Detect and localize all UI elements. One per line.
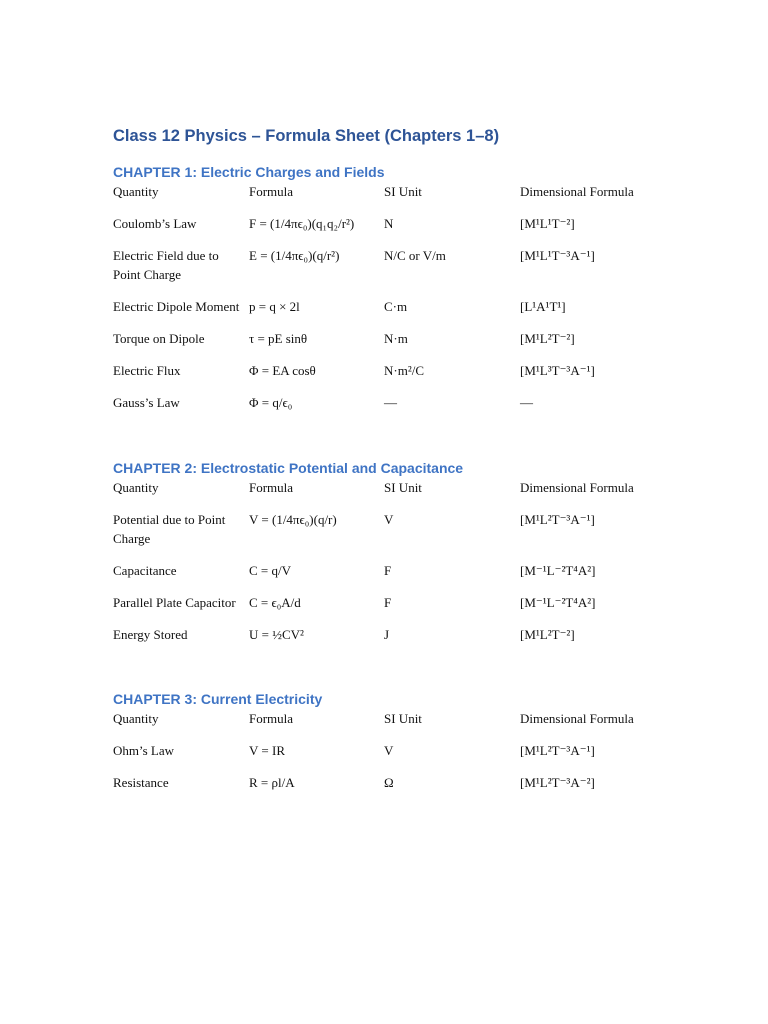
table-header-row	[113, 709, 653, 741]
quantity-cell: Gauss’s Law	[113, 395, 180, 410]
unit-cell: C·m	[384, 299, 408, 314]
dimension-cell: [M¹L²T⁻³A⁻²]	[520, 775, 595, 790]
formula-cell: C = ϵ₀A/d	[249, 595, 301, 610]
table-row	[113, 246, 653, 297]
table-row	[113, 361, 653, 393]
quantity-cell: Potential due to Point Charge	[113, 512, 226, 546]
dimension-cell: [M⁻¹L⁻²T⁴A²]	[520, 595, 596, 610]
column-header-dimensional: Dimensional Formula	[520, 480, 634, 495]
column-header-quantity: Quantity	[113, 184, 159, 199]
column-header-si-unit: SI Unit	[384, 711, 422, 726]
formula-cell: F = (1/4πϵ₀)(q₁q₂/r²)	[249, 216, 355, 231]
quantity-cell: Electric Field due to Point Charge	[113, 248, 219, 282]
table-row	[113, 510, 653, 561]
quantity-cell: Electric Dipole Moment	[113, 299, 240, 314]
document-title: Class 12 Physics – Formula Sheet (Chapters 1–8)	[113, 127, 500, 145]
dimension-cell: —	[520, 395, 533, 410]
quantity-cell: Electric Flux	[113, 363, 181, 378]
quantity-cell: Capacitance	[113, 563, 177, 578]
column-header-dimensional: Dimensional Formula	[520, 184, 634, 199]
quantity-cell: Energy Stored	[113, 627, 188, 642]
quantity-cell: Coulomb’s Law	[113, 216, 197, 231]
table-row	[113, 297, 653, 329]
dimension-cell: [L¹A¹T¹]	[520, 299, 566, 314]
formula-cell: Φ = q/ϵ₀	[249, 395, 293, 410]
formula-cell: V = IR	[249, 743, 285, 758]
unit-cell: N·m	[384, 331, 408, 346]
table-row	[113, 625, 653, 644]
formula-cell: Φ = EA cosθ	[249, 363, 316, 378]
column-header-dimensional: Dimensional Formula	[520, 711, 634, 726]
unit-cell: N/C or V/m	[384, 248, 446, 263]
column-header-quantity: Quantity	[113, 711, 159, 726]
column-header-formula: Formula	[249, 711, 294, 726]
formula-cell: R = ρl/A	[249, 775, 295, 790]
column-header-formula: Formula	[249, 480, 294, 495]
chapter-heading: CHAPTER 2: Electrostatic Potential and Capacitance	[113, 460, 464, 476]
dimension-cell: [M¹L¹T⁻³A⁻¹]	[520, 248, 595, 263]
column-header-quantity: Quantity	[113, 480, 159, 495]
dimension-cell: [M¹L²T⁻²]	[520, 627, 575, 642]
table-row	[113, 741, 653, 773]
column-header-si-unit: SI Unit	[384, 480, 422, 495]
formula-table	[113, 182, 653, 412]
column-header-si-unit: SI Unit	[384, 184, 422, 199]
chapter-heading: CHAPTER 3: Current Electricity	[113, 691, 323, 707]
table-row	[113, 593, 653, 625]
unit-cell: J	[384, 627, 390, 642]
unit-cell: N·m²/C	[384, 363, 425, 378]
table-header-row	[113, 478, 653, 510]
unit-cell: —	[384, 395, 397, 410]
table-row	[113, 561, 653, 593]
unit-cell: F	[384, 563, 392, 578]
quantity-cell: Parallel Plate Capacitor	[113, 595, 236, 610]
dimension-cell: [M¹L¹T⁻²]	[520, 216, 575, 231]
quantity-cell: Ohm’s Law	[113, 743, 175, 758]
formula-cell: V = (1/4πϵ₀)(q/r)	[249, 512, 337, 527]
column-header-formula: Formula	[249, 184, 294, 199]
dimension-cell: [M¹L²T⁻³A⁻¹]	[520, 512, 595, 527]
formula-cell: E = (1/4πϵ₀)(q/r²)	[249, 248, 340, 263]
chapter-3-section	[113, 689, 673, 792]
table-row	[113, 329, 653, 361]
chapter-2-section	[113, 458, 673, 644]
dimension-cell: [M¹L²T⁻²]	[520, 331, 575, 346]
formula-cell: U = ½CV²	[249, 627, 304, 642]
formula-cell: C = q/V	[249, 563, 292, 578]
quantity-cell: Torque on Dipole	[113, 331, 205, 346]
dimension-cell: [M¹L³T⁻³A⁻¹]	[520, 363, 595, 378]
unit-cell: Ω	[384, 775, 394, 790]
chapter-1-section	[113, 162, 673, 412]
table-row	[113, 393, 653, 412]
chapter-heading: CHAPTER 1: Electric Charges and Fields	[113, 164, 385, 180]
formula-cell: τ = pE sinθ	[249, 331, 308, 346]
table-row	[113, 773, 653, 792]
formula-table	[113, 709, 653, 792]
unit-cell: V	[384, 743, 394, 758]
unit-cell: F	[384, 595, 392, 610]
dimension-cell: [M¹L²T⁻³A⁻¹]	[520, 743, 595, 758]
table-row	[113, 214, 653, 246]
formula-table	[113, 478, 653, 644]
formula-cell: p = q × 2l	[249, 299, 300, 314]
unit-cell: V	[384, 512, 394, 527]
dimension-cell: [M⁻¹L⁻²T⁴A²]	[520, 563, 596, 578]
document-page	[113, 124, 673, 792]
unit-cell: N	[384, 216, 394, 231]
table-header-row	[113, 182, 653, 214]
quantity-cell: Resistance	[113, 775, 169, 790]
